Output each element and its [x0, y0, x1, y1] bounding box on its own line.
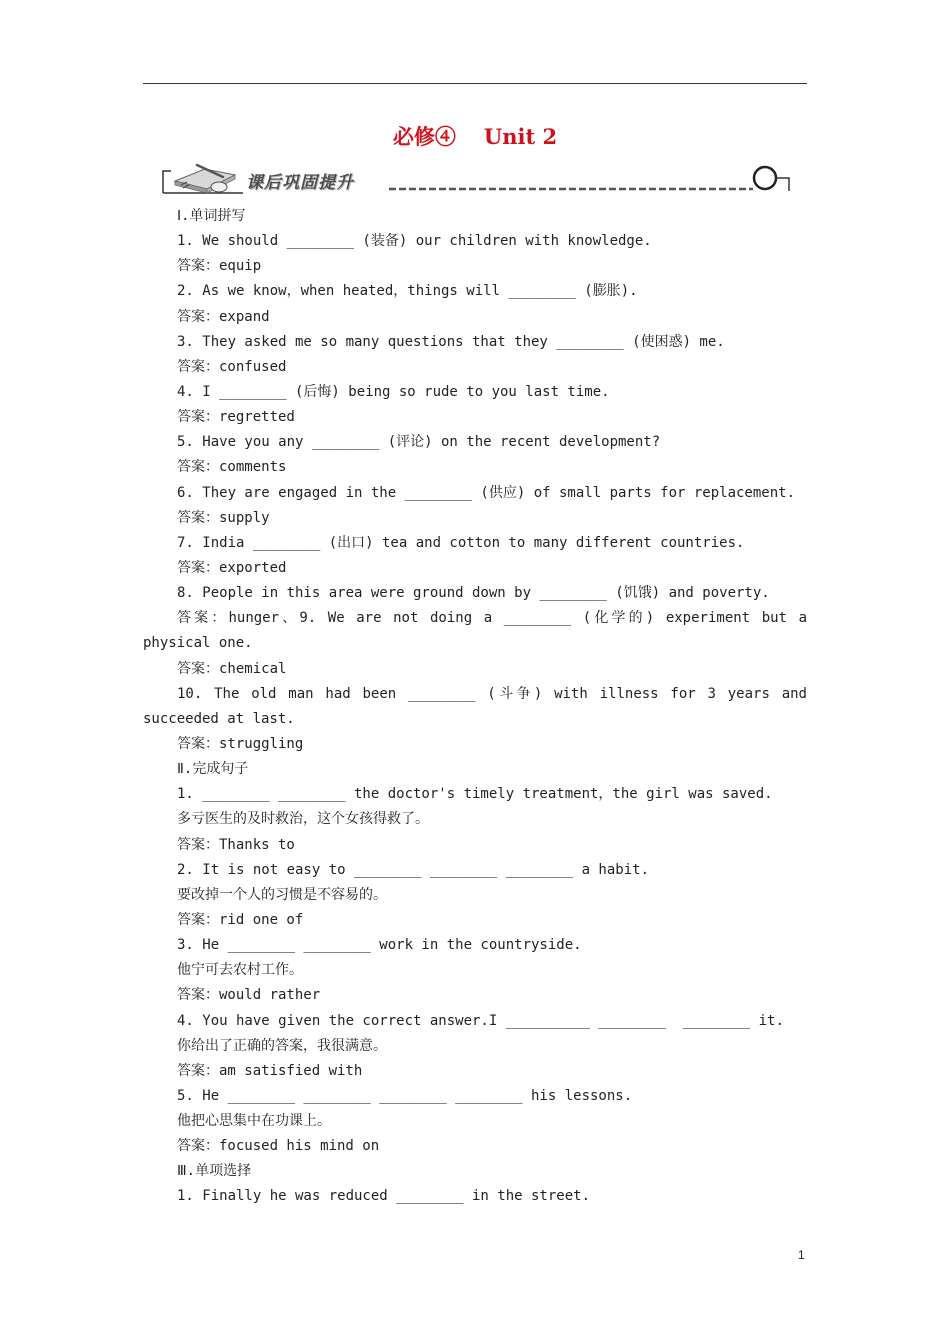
text-line: 2. It is not easy to ________ ________ ________ a habit. — [177, 861, 650, 878]
banner-label: 课后巩固提升 — [246, 173, 354, 193]
text-line: 答案：am satisfied with — [177, 1062, 363, 1079]
text-line: Ⅱ.完成句子 — [177, 761, 249, 778]
text-line: 4. I ________ (后悔) being so rude to you last time. — [177, 383, 610, 400]
text-line: 3. They asked me so many questions that they ________ (使困惑) me. — [177, 333, 725, 350]
text-line: 多亏医生的及时救治，这个女孩得救了。 — [177, 811, 429, 828]
text-line: 答案：equip — [177, 258, 262, 275]
page-title — [0, 121, 950, 151]
exercise-content — [143, 204, 807, 1210]
text-line: 1. We should ________ (装备) our children with knowledge. — [177, 233, 652, 250]
text-line: 10. The old man had been ________ (斗争) with illness for 3 years and — [177, 685, 807, 702]
text-line: physical one. — [143, 635, 253, 652]
text-line: 答案：focused his mind on — [177, 1138, 380, 1155]
text-line: 2. As we know，when heated，things will ________ (膨胀). — [177, 283, 638, 300]
title-module: 必修④ — [392, 124, 456, 149]
text-line: 要改掉一个人的习惯是不容易的。 — [177, 886, 387, 903]
text-line: 答案：comments — [177, 459, 287, 476]
text-line: 答案：supply — [177, 509, 270, 526]
text-line: 6. They are engaged in the ________ (供应) of small parts for replacement. — [177, 484, 796, 501]
text-line: 答案：Thanks to — [177, 836, 295, 853]
text-line: 他把心思集中在功课上。 — [177, 1113, 331, 1130]
title-unit: Unit 2 — [483, 124, 558, 149]
text-line: 答案：would rather — [177, 987, 321, 1004]
text-line: 8. People in this area were ground down by ________ (饥饿) and poverty. — [177, 585, 770, 602]
text-line: 5. Have you any ________ (评论) on the recent development? — [177, 434, 661, 451]
text-line: 他宁可去农村工作。 — [177, 962, 303, 979]
text-line: 3. He ________ ________ work in the countryside. — [177, 937, 582, 954]
header-rule — [143, 83, 807, 84]
text-line: 答案：expand — [177, 308, 270, 325]
text-line: 答案：confused — [177, 358, 287, 375]
text-line: 答案：regretted — [177, 409, 295, 426]
text-line: 1. ________ ________ the doctor's timely treatment，the girl was saved. — [177, 786, 773, 803]
text-line: 答案：hunger、9. We are not doing a ________ (化学的) experiment but a — [177, 610, 807, 627]
text-line: Ⅰ.单词拼写 — [177, 208, 246, 224]
text-line: succeeded at last. — [143, 710, 295, 727]
text-line: 答案：struggling — [177, 735, 304, 752]
text-line: Ⅲ.单项选择 — [177, 1163, 252, 1180]
text-line: 你给出了正确的答案，我很满意。 — [177, 1037, 387, 1054]
text-line: 1. Finally he was reduced ________ in the street. — [177, 1188, 591, 1205]
text-line: 答案：rid one of — [177, 911, 304, 928]
text-line: 4. You have given the correct answer.I __________ ________ ________ it. — [177, 1012, 784, 1029]
book-pencil-icon — [175, 165, 235, 193]
text-line: 5. He ________ ________ ________ ________ his lessons. — [177, 1087, 633, 1104]
text-line: 7. India ________ (出口) tea and cotton to many different countries. — [177, 534, 745, 551]
text-line: 答案：exported — [177, 559, 287, 576]
page-number: 1 — [798, 1248, 805, 1262]
text-line: 答案：chemical — [177, 660, 287, 677]
